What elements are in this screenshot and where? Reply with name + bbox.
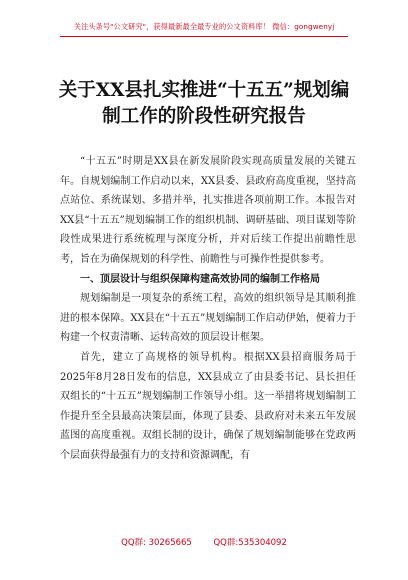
- title-line-1: 关于XX县扎实推进“十五五”规划编: [58, 80, 350, 101]
- body-paragraph: 规划编制是一项复杂的系统工程，高效的组织领导是其顺利推进的根本保障。XX县在“十五五”规划编制工作启动伊始，便着力于构建一个权责清晰、运转高效的顶层设计框架。: [60, 293, 356, 344]
- document-title: [40, 78, 368, 130]
- document-body: [60, 152, 356, 466]
- intro-paragraph: “十五五”时期是XX县在新发展阶段实现高质量发展的关键五年。自规划编制工作启动以来，XX县委、县政府高度重视，坚持高点站位、系统谋划、多措并举，扎实推进各项前期工作。本报告对XX县“十五五”规划编制工作的组织机制、调研基础、项目谋划等阶段性成果进行系统梳理与深度分析，并对后续工作提出前瞻性思考，旨在为确保规划的科学性、前瞻性与可操作性提供参考。: [60, 156, 356, 265]
- header-divider: [60, 36, 348, 37]
- section-heading: 一、顶层设计与组织保障构建高效协同的编制工作格局: [80, 273, 320, 285]
- footer-contact: QQ群: 30265665 QQ群:535304092: [121, 538, 287, 548]
- body-paragraph: 首先，建立了高规格的领导机构。根据XX县招商服务局于2025年8月28日发布的信息，XX县成立了由县委书记、县长担任双组长的“十五五”规划编制工作领导小组。这一举措将规划编制工作提升至全县最高决策层面，体现了县委、县政府对未来五年发展蓝图的高度重视。双组长制的设计，确保了规划编制能够在党政两个层面获得最强有力的支持和资源调配，有: [60, 351, 356, 461]
- title-line-2: 制工作的阶段性研究报告: [102, 106, 306, 127]
- header-banner: 关注头条号"公文研究"，获得最新最全最专业的公文资料库！ 微信：gongwenyj: [73, 22, 335, 31]
